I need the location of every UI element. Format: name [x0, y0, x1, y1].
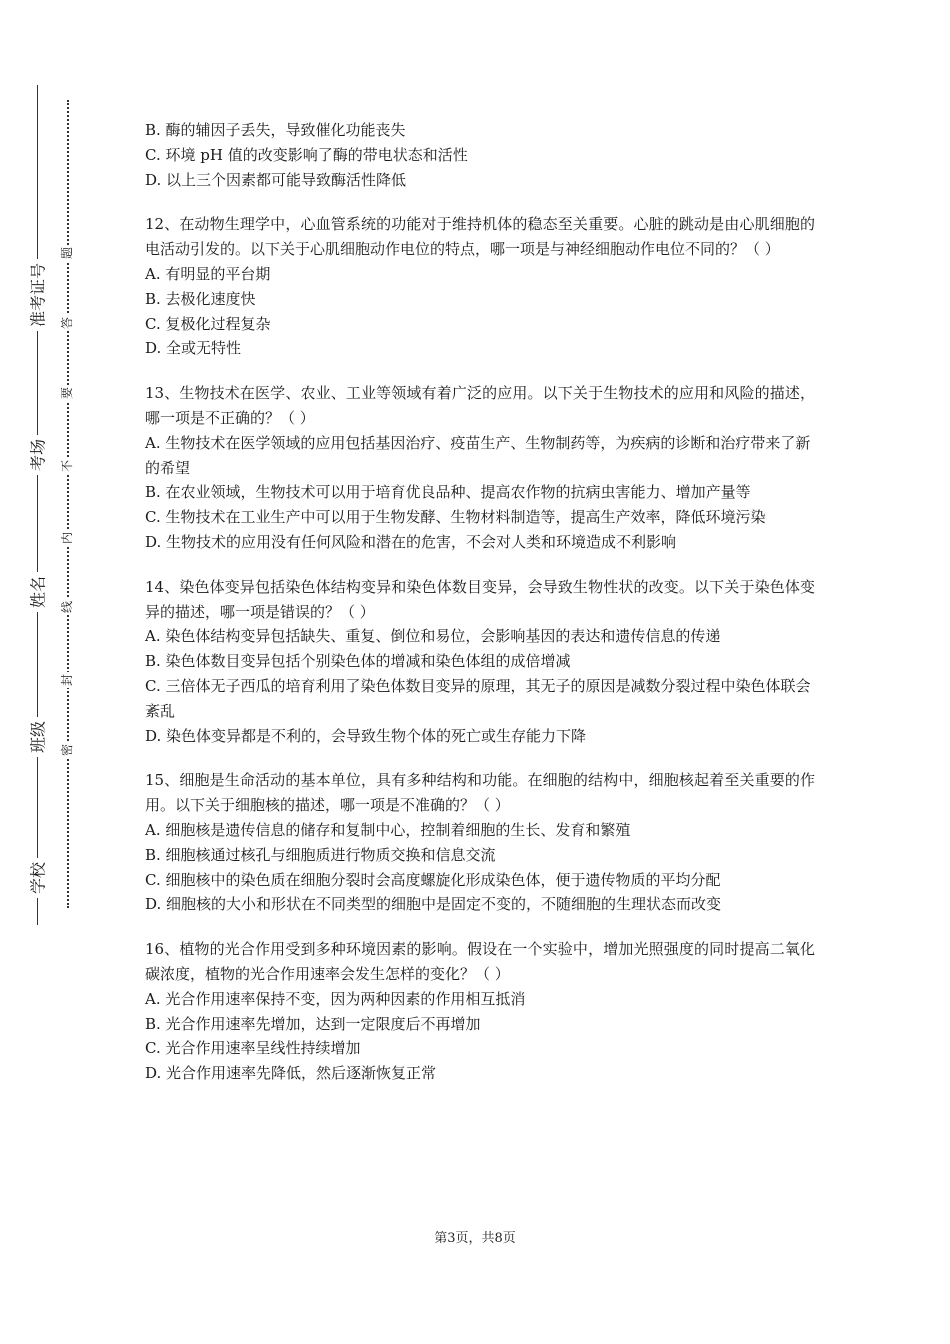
seal-char: 不 — [60, 459, 74, 473]
seal-char: 答 — [60, 316, 74, 330]
option-a: A. 生物技术在医学领域的应用包括基因治疗、疫苗生产、生物制药等，为疾病的诊断和治疗带来了新的希望 — [145, 433, 811, 477]
question-stem: 12、在动物生理学中，心血管系统的功能对于维持机体的稳态至关重要。心脏的跳动是由心肌细胞的电活动引发的。以下关于心肌细胞动作电位的特点，哪一项是与神经细胞动作电位不同的？（ ） — [145, 215, 815, 259]
option-b: B. 光合作用速率先增加，达到一定限度后不再增加 — [145, 1014, 481, 1033]
option-c: C. 复极化过程复杂 — [145, 314, 271, 333]
option-c: C. 光合作用速率呈线性持续增加 — [145, 1039, 361, 1058]
question-stem: 16、植物的光合作用受到多种环境因素的影响。假设在一个实验中，增加光照强度的同时提高二氧化碳浓度，植物的光合作用速率会发生怎样的变化？（ ） — [145, 940, 815, 983]
option-a: A. 光合作用速率保持不变，因为两种因素的作用相互抵消 — [145, 989, 526, 1008]
seal-char: 内 — [60, 531, 74, 545]
option-b: B. 细胞核通过核孔与细胞质进行物质交换和信息交流 — [145, 845, 496, 864]
field-exam-room: 考场 — [26, 435, 49, 475]
question-stem: 14、染色体变异包括染色体结构变异和染色体数目变异，会导致生物性状的改变。以下关于染色体变异的描述，哪一项是错误的？（ ） — [145, 577, 815, 621]
option: C. 环境 pH 值的改变影响了酶的带电状态和活性 — [145, 145, 468, 164]
seal-char: 封 — [60, 673, 74, 687]
seal-dotted-line — [67, 100, 69, 908]
continued-options — [145, 118, 815, 192]
exam-content — [145, 118, 815, 1086]
seal-char: 密 — [60, 743, 74, 757]
binding-margin — [0, 0, 110, 1344]
option-d: D. 生物技术的应用没有任何风险和潜在的危害，不会对人类和环境造成不利影响 — [145, 532, 677, 551]
question-stem: 15、细胞是生命活动的基本单位，具有多种结构和功能。在细胞的结构中，细胞核起着至关重要的作用。以下关于细胞核的描述，哪一项是不准确的？（ ） — [145, 771, 815, 815]
field-school: 学校 — [26, 858, 49, 898]
question-16 — [145, 937, 815, 1086]
seal-char: 要 — [60, 386, 74, 400]
option-c: C. 生物技术在工业生产中可以用于生物发酵、生物材料制造等，提高生产效率，降低环境污染 — [145, 508, 766, 527]
seal-char: 题 — [60, 246, 74, 260]
option: D. 以上三个因素都可能导致酶活性降低 — [145, 170, 407, 189]
question-13 — [145, 381, 815, 555]
option-c: C. 三倍体无子西瓜的培育利用了染色体数目变异的原理，其无子的原因是减数分裂过程中染色体联会紊乱 — [145, 676, 811, 720]
option-a: A. 有明显的平台期 — [145, 264, 271, 283]
option-d: D. 全或无特性 — [145, 339, 242, 358]
option: B. 酶的辅因子丢失，导致催化功能丧失 — [145, 121, 406, 139]
option-d: D. 细胞核的大小和形状在不同类型的细胞中是固定不变的，不随细胞的生理状态而改变 — [145, 895, 722, 914]
question-stem: 13、生物技术在医学、农业、工业等领域有着广泛的应用。以下关于生物技术的应用和风险的描述，哪一项是不正确的？（ ） — [145, 384, 815, 427]
option-b: B. 去极化速度快 — [145, 289, 256, 308]
field-name: 姓名 — [26, 572, 49, 612]
field-class: 班级 — [26, 717, 49, 757]
question-15 — [145, 768, 815, 917]
seal-char: 线 — [60, 600, 74, 614]
option-a: A. 染色体结构变异包括缺失、重复、倒位和易位，会影响基因的表达和遗传信息的传递 — [145, 627, 721, 646]
option-b: B. 染色体数目变异包括个别染色体的增减和染色体组的成倍增减 — [145, 652, 571, 671]
option-b: B. 在农业领域，生物技术可以用于培育优良品种、提高农作物的抗病虫害能力、增加产量等 — [145, 483, 751, 502]
option-a: A. 细胞核是遗传信息的储存和复制中心，控制着细胞的生长、发育和繁殖 — [145, 820, 631, 839]
option-d: D. 染色体变异都是不利的，会导致生物个体的死亡或生存能力下降 — [145, 726, 587, 745]
option-d: D. 光合作用速率先降低，然后逐渐恢复正常 — [145, 1064, 437, 1083]
field-exam-number: 准考证号 — [26, 259, 49, 331]
question-12 — [145, 212, 815, 361]
page-footer: 第3页，共8页 — [434, 1231, 516, 1246]
binding-solid-line — [37, 85, 38, 925]
option-c: C. 细胞核中的染色质在细胞分裂时会高度螺旋化形成染色体，便于遗传物质的平均分配 — [145, 870, 721, 889]
question-14 — [145, 575, 815, 749]
